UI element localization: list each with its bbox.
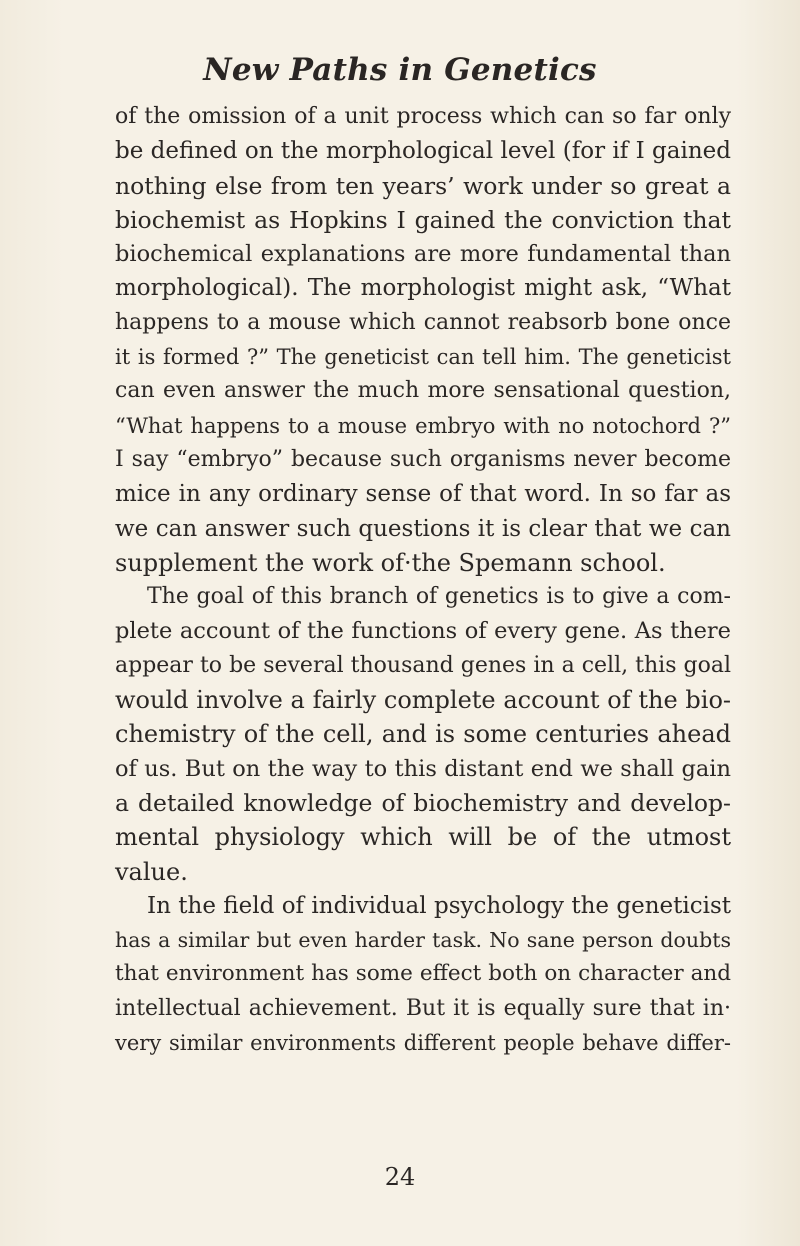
page-number: 24 — [384, 1163, 416, 1191]
text-line: supplement the work of·the Spemann school. — [115, 548, 666, 577]
text-line: happens to a mouse which cannot reabsorb bone once — [115, 309, 731, 335]
text-line: plete account of the functions of every gene. As there — [115, 618, 731, 645]
text-line: mice in any ordinary sense of that word. In so far as — [115, 481, 731, 508]
text-line: be defined on the morphological level (for if I gained — [115, 138, 731, 165]
text-line: has a similar but even harder task. No sane person doubts — [115, 928, 731, 953]
text-line: of us. But on the way to this distant end we shall gain — [115, 755, 731, 782]
text-line: intellectual achievement. But it is equally sure that in· — [115, 995, 731, 1021]
text-line: a detailed knowledge of biochemistry and develop- — [115, 788, 731, 817]
text-line: very similar environments different people behave differ- — [115, 1031, 731, 1056]
text-line: morphological). The morphologist might ask, “What — [115, 275, 731, 302]
text-line: mental physiology which will be of the utmost — [115, 823, 731, 852]
text-line: I say “embryo” because such organisms never become — [115, 446, 731, 472]
text-line: biochemist as Hopkins I gained the conviction that — [115, 205, 731, 234]
text-line: value. — [115, 857, 188, 886]
text-line: we can answer such questions it is clear that we can — [115, 515, 731, 542]
running-head: New Paths in Genetics — [203, 52, 597, 88]
text-line: nothing else from ten years’ work under so great a — [115, 171, 731, 200]
text-line: can even answer the much more sensational question, — [115, 378, 731, 404]
text-line: of the omission of a unit process which can so far only — [115, 104, 731, 129]
text-line: In the field of individual psychology the geneticist — [147, 892, 731, 919]
text-line: that environment has some effect both on character and — [115, 961, 731, 987]
text-line: biochemical explanations are more fundamental than — [115, 241, 731, 268]
text-line: it is formed ?” The geneticist can tell him. The geneticist — [115, 345, 731, 370]
text-line: appear to be several thousand genes in a cell, this goal — [115, 652, 731, 678]
text-line: would involve a fairly complete account of the bio- — [115, 686, 731, 715]
body-text — [115, 100, 731, 1060]
text-line: “What happens to a mouse embryo with no notochord ?” — [115, 413, 731, 438]
text-line: chemistry of the cell, and is some centuries ahead — [115, 720, 731, 749]
text-line: The goal of this branch of genetics is to give a com- — [147, 584, 731, 610]
